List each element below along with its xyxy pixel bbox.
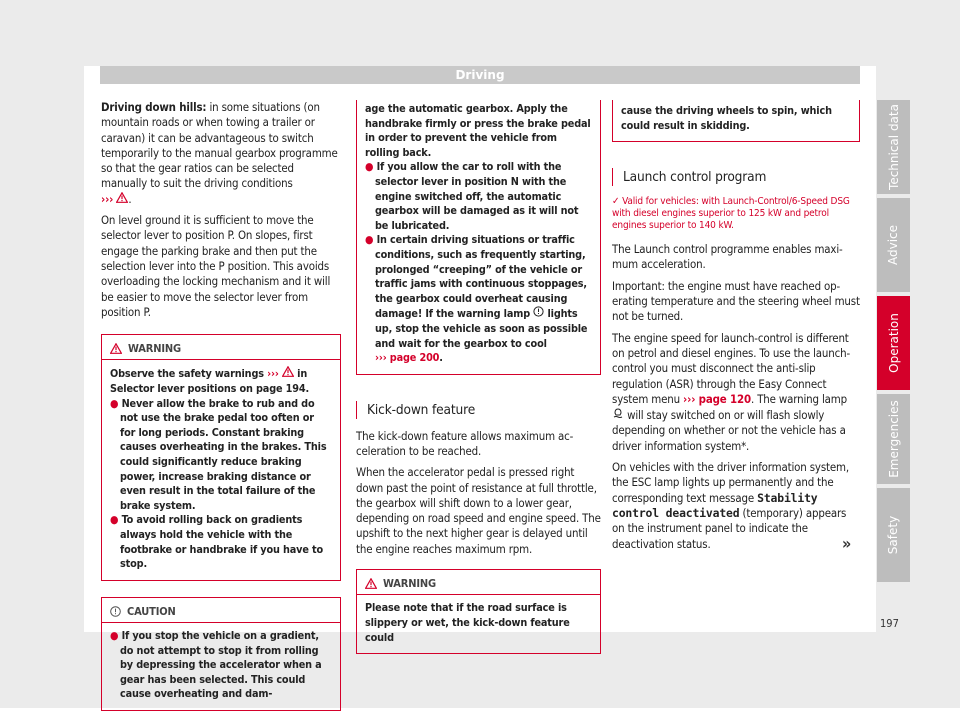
- tab-advice[interactable]: Advice: [877, 198, 910, 292]
- launch-paragraph-1: The Launch control programme enables maximum acceleration.: [612, 242, 843, 272]
- launch-paragraph-4: On vehicles with the driver information system, the ESC lamp lights up permanently and the corresponding text message Stability control deactivated (temporary) appears on the instrument panel to indicate the deactivation status.: [612, 460, 849, 551]
- caution-bullet: ● If you allow the car to roll with the selector lever in position N with the engine switched off, the automatic gearbox will be damaged as it will not be lubricated.: [365, 160, 579, 232]
- caution-box: [101, 597, 341, 711]
- warning-triangle-icon: [110, 343, 122, 354]
- column-2: [356, 100, 601, 654]
- caution-box-continued: age the automatic gearbox. Apply the handbrake firmly or press the brake pedal in order to prevent the vehicle from rolling back. ● If you allow the car to roll with the selector lever in position N with the engine switched off, the automatic gearbox will be damaged as it will not be lubricated. ● In certain driving situations or traffic conditions, such as frequently starting, prolonged “creeping” of the vehicle or traffic jams with continuous stoppages, the gearbox could overheat causing damage! If the warning lamp lights up, stop the vehicle as soon as possible and wait for the gearbox to cool ››› page 200.: [356, 100, 601, 375]
- caution-bullet: ● If you stop the vehicle on a gradient, do not attempt to stop it from rolling by depressing the accelerator when a gear has been selected. This could cause overheating and dam-: [110, 629, 322, 701]
- warning-triangle-icon: [116, 192, 128, 203]
- warning-title: WARNING: [128, 342, 182, 356]
- warning-box: WARNING Observe the safety warnings ››› in Selector lever positions on page 194. ● Never allow the brake to rub and do not use the brake pedal too often or for long periods. Constant braking causes overheating in the brakes. This could significantly reduce braking power, increase braking distance or even result in the total failure of the brake system. ● To avoid rolling back on gradients always hold the vehicle with the footbrake or handbrake if you have to stop.: [101, 334, 341, 581]
- continue-chevron: »: [842, 534, 852, 553]
- kick-down-paragraph-1: The kick-down feature allows maximum acceleration to be reached.: [356, 428, 574, 458]
- column-1: [101, 100, 341, 711]
- tab-emergencies[interactable]: Emergencies: [877, 394, 910, 484]
- page-reference-link[interactable]: ››› page 120: [683, 391, 751, 406]
- checkmark-icon: ✓: [612, 196, 620, 208]
- section-title-kick-down: Kick-down feature: [356, 401, 601, 419]
- warning-box: WARNING Please note that if the road surface is slippery or wet, the kick-down feature could: [356, 569, 601, 654]
- cross-ref-arrow[interactable]: ›››: [267, 367, 279, 381]
- page-number: 197: [880, 617, 899, 630]
- caution-title: CAUTION: [127, 604, 176, 618]
- gearbox-warning-lamp-icon: [533, 306, 544, 317]
- tab-safety[interactable]: Safety: [877, 488, 910, 582]
- tab-technical-data[interactable]: Technical data: [877, 100, 910, 194]
- warning-triangle-icon: [282, 366, 294, 377]
- column-3: [612, 100, 860, 558]
- driving-down-hills-paragraph: Driving down hills: in some situations (on mountain roads or when towing a trailer or caravan) it can be advantageous to switch temporarily to the manual gearbox programme so that the gear ratios can be selected manually to suit the driving conditions ››› .: [101, 100, 338, 206]
- paragraph-label: Driving down hills:: [101, 100, 207, 114]
- warning-triangle-icon: [365, 578, 377, 589]
- level-ground-paragraph: On level ground it is sufficient to move the selector lever to position P. On slopes, first engage the parking brake and then put the selection lever into the P position. This avoids overloading the locking mechanism and it will be easier to move the selector lever from position P.: [101, 213, 331, 319]
- warning-bullet: ● Never allow the brake to rub and do not use the brake pedal too often or for long periods. Constant braking causes overheating in the brakes. This could significantly reduce braking power, increase braking distance or even result in the total failure of the brake system.: [110, 396, 327, 512]
- validity-note: ✓ Valid for vehicles: with Launch-Control/6-Speed DSG with diesel engines superior to 125 kW and petrol engines superior to 140 kW.: [612, 196, 850, 232]
- caution-bullet: ● In certain driving situations or traffic conditions, such as frequently starting, prolonged “creeping” of the vehicle or traffic jams with continuous stoppages, the gearbox could overheat causing damage! If the warning lamp lights up, stop the vehicle as soon as possible and wait for the gearbox to cool ››› page 200.: [365, 233, 588, 365]
- cross-ref-arrow[interactable]: ›››: [101, 191, 114, 206]
- display-message: Stability control deactivated: [612, 490, 818, 520]
- section-title-launch-control: Launch control program: [612, 168, 860, 186]
- tab-operation[interactable]: Operation: [877, 296, 910, 390]
- launch-paragraph-2: Important: the engine must have reached operating temperature and the steering wheel must not be turned.: [612, 278, 860, 324]
- warning-title: WARNING: [383, 577, 437, 591]
- esc-lamp-icon: [612, 407, 624, 419]
- warning-bullet: ● To avoid rolling back on gradients always hold the vehicle with the footbrake or handbrake if you have to stop.: [110, 513, 324, 571]
- kick-down-paragraph-2: When the accelerator pedal is pressed right down past the point of resistance at full throttle, the gearbox will shift down to a lower gear, depending on road speed and engine speed. The upshift to the next higher gear is delayed until the engine reaches maximum rpm.: [356, 465, 601, 556]
- launch-paragraph-3: The engine speed for launch-control is different on petrol and diesel engines. To use the launch-control you must disconnect the anti-slip regulation (ASR) through the Easy Connect system menu ››› page 120. The warning lamp will stay switched on or will flash slowly depending on whether or not the vehicle has a driver information system*.: [612, 330, 850, 453]
- chapter-header: Driving: [100, 66, 860, 84]
- warning-box-continued: cause the driving wheels to spin, which could result in skidding.: [612, 100, 860, 142]
- page-reference-link[interactable]: ››› page 200: [375, 351, 440, 365]
- caution-circle-icon: [110, 606, 121, 617]
